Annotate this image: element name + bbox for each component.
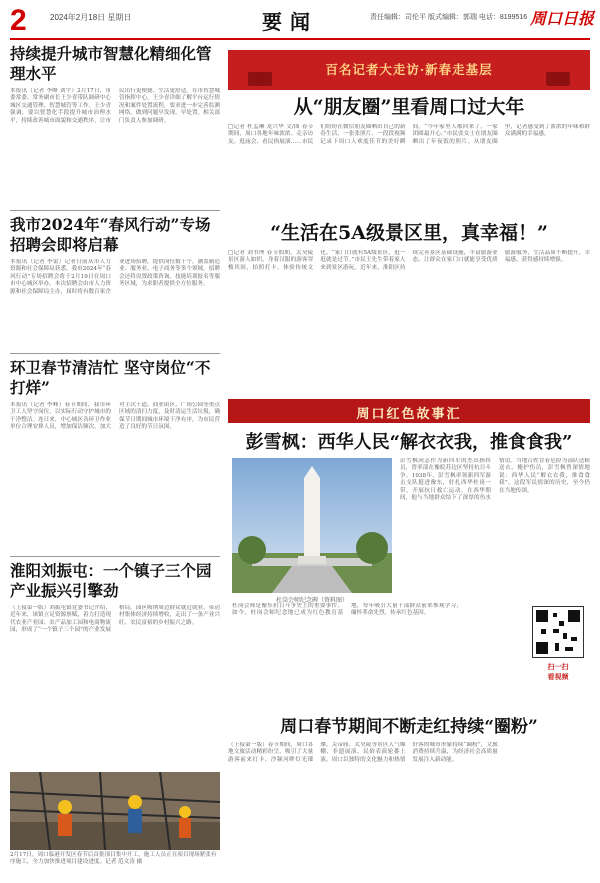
- red-story-banner: [228, 399, 590, 423]
- body-moments: □记者 杜孟琳 龙兴华 文/图 春节期间，周口各地年味浓浓。走亲访友、逛庙会、看民俗展演……市民们纷纷在微信朋友圈晒出自己的新春生活，一张张照片、一段段视频记录下周口人欢度佳节的美好瞬间。“今年家里人都回来了，一家团圆最开心。”市民张女士在朋友圈晒出了年夜饭的照片。从朋友圈里，记者感受到了浓浓的年味和群众满满的幸福感。: [228, 124, 590, 145]
- headline-moments: 从“朋友圈”里看周口过大年: [293, 96, 525, 118]
- headline-huaiyang: 淮阳刘振屯：一个镇子三个园 产业振兴引擎劲: [10, 561, 212, 600]
- divider: [10, 556, 220, 557]
- body-peng-xuefeng: 彭雪枫同志作为新四军的杰出指挥员，曾率部在豫皖苏边区坚持抗日斗争。1938年，彭雪枫率领新四军游击支队挺进豫东，驻扎西华杜岗一带，开展抗日救亡运动。在西华期间，他与当地群众结下了深厚的鱼水情谊。当地百姓冒着危险为部队送粮送衣、掩护伤员，彭雪枫曾深情地说：西华人民“解衣衣我，推食食我”。这段军民情深的历史，至今仍在当地传颂。: [400, 458, 590, 502]
- qr-label-video: 看视频: [547, 672, 569, 681]
- monument-photo-caption: 杜岗会师纪念碑（资料图）: [275, 597, 348, 604]
- issue-date: 2024年2月18日 星期日: [50, 13, 132, 22]
- body-huaiyang: （上接第一版）刘振屯镇党委书记介绍，近年来，该镇立足资源禀赋，着力打造现代农业产业园、农产品加工园和电商物流园，形成了“一个镇子三个园”的产业发展格局。园区吸纳周边群众就近就业，带动村集体经济持续增收，走出了一条产业兴旺、农民富裕的乡村振兴之路。: [10, 605, 220, 634]
- editor-credits: 责任编辑：司伦平 版式编辑：郭瑞 电话：8199516: [370, 14, 528, 21]
- left-column: [10, 44, 220, 769]
- qr-label-scan: 扫一扫: [547, 662, 569, 671]
- article-huaiyang: [10, 561, 220, 745]
- page-number: 2: [10, 4, 27, 37]
- article-sanitation: [10, 358, 220, 552]
- section-title: 要闻: [262, 10, 318, 34]
- body-popular: （上接第一版）春节期间，周口各地文旅活动精彩纷呈，吸引了大量游客前来打卡。沙颍河畔灯光璀璨，关帝庙、太昊陵等景区人气爆棚，非遗展演、民俗表演轮番上演。周口以独特的文化魅力和热情好客的城市形象持续“圈粉”，文旅消费持续升温，为经济社会高质量发展注入新动能。: [228, 742, 498, 763]
- feature-banner-text: 百名记者大走访·新春走基层: [325, 62, 493, 77]
- construction-photo: [10, 772, 220, 850]
- paper-logo: 周口日报: [530, 9, 595, 28]
- headline-smart-city: 持续提升城市智慧化精细化管理水平: [10, 44, 212, 83]
- red-story-banner-text: 周口红色故事汇: [356, 407, 462, 422]
- headline-popular: 周口春节期间不断走红持续“圈粉”: [280, 717, 538, 737]
- body-smart-city: 本报讯（记者 李峰 刘宇）2月17日，市委常委、常务副市长王少青带队调研中心城区交通管理、智慧城管等工作。王少青强调，要以智慧化手段提升城市治理水平，持续改善城市面貌和交通秩序，让市民出行更便捷、生活更舒适。在市智慧城管指挥中心，王少青详细了解平台运行情况和案件处置流程，要求进一步完善监测网络，做到问题早发现、早处置。相关部门负责人参加调研。: [10, 88, 220, 124]
- divider: [10, 210, 220, 211]
- divider: [10, 353, 220, 354]
- qr-code-icon[interactable]: [532, 606, 584, 658]
- masthead: [0, 0, 600, 40]
- article-job-fair: [10, 215, 220, 349]
- headline-scenic: “生活在5A级景区里，真幸福！”: [270, 222, 548, 244]
- body-scenic: □记者 刘书博 春节假期，太昊陵景区游人如织，身着汉服的游客穿梭其间，拍照打卡，体验传统文化。“家门口就有5A级景区，逛一逛就是过节。”市民王先生带着家人来到景区游玩。近年来，淮阳区持续完善景区基础设施，丰富旅游业态，让群众在家门口就能享受优质旅游服务，生活品质不断提升，幸福感、获得感持续增强。: [228, 250, 590, 271]
- body-sanitation: 本报讯（记者 李峰）春节期间，我市环卫工人坚守岗位，以实际行动守护城市的干净整洁。连日来，中心城区各环卫作业单位合理安排人员，增加保洁频次，加大对主次干道、商业街区、广场公园等重点区域的清扫力度，及时清运生活垃圾，确保节日期间城市环境干净有序，为市民营造了良好的节日氛围。: [10, 402, 220, 431]
- article-smart-city: [10, 44, 220, 206]
- headline-job-fair: 我市2024年“春风行动”专场招聘会即将启幕: [10, 215, 211, 254]
- body-job-fair: 本报讯（记者 李蕾）记者日前从市人力资源和社会保障局获悉，我市2024年“春风行动”专场招聘会将于2月19日在周口市中心城区举办。本次招聘会由市人力资源和社会保障局主办，届时将有数百家企业进场招聘，提供岗位数千个，涵盖制造业、服务业、电子商务等多个领域。招聘会还将设置政策咨询、技能培训报名等服务区域，为求职者提供全方位服务。: [10, 259, 220, 295]
- construction-photo-caption: 2月17日，周口临港开发区春节后首批项目集中开工，施工人员正在项目现场紧张有序施工，全力加快推进项目建设进度。记者 范文涛 摄: [10, 852, 217, 865]
- top-rule: [10, 38, 590, 40]
- body-peng-xuefeng-cont: 杜岗会师是豫东抗日斗争史上的重要事件。如今，杜岗会师纪念地已成为红色教育基地，每年吸引大量干部群众前来参观学习，缅怀革命先烈，传承红色基因。: [232, 603, 462, 617]
- feature-banner: [228, 50, 590, 90]
- headline-peng-xuefeng: 彭雪枫：西华人民“解衣衣我，推食食我”: [245, 432, 573, 453]
- monument-photo: [232, 458, 392, 593]
- headline-sanitation: 环卫春节清洁忙 坚守岗位“不打烊”: [10, 358, 211, 397]
